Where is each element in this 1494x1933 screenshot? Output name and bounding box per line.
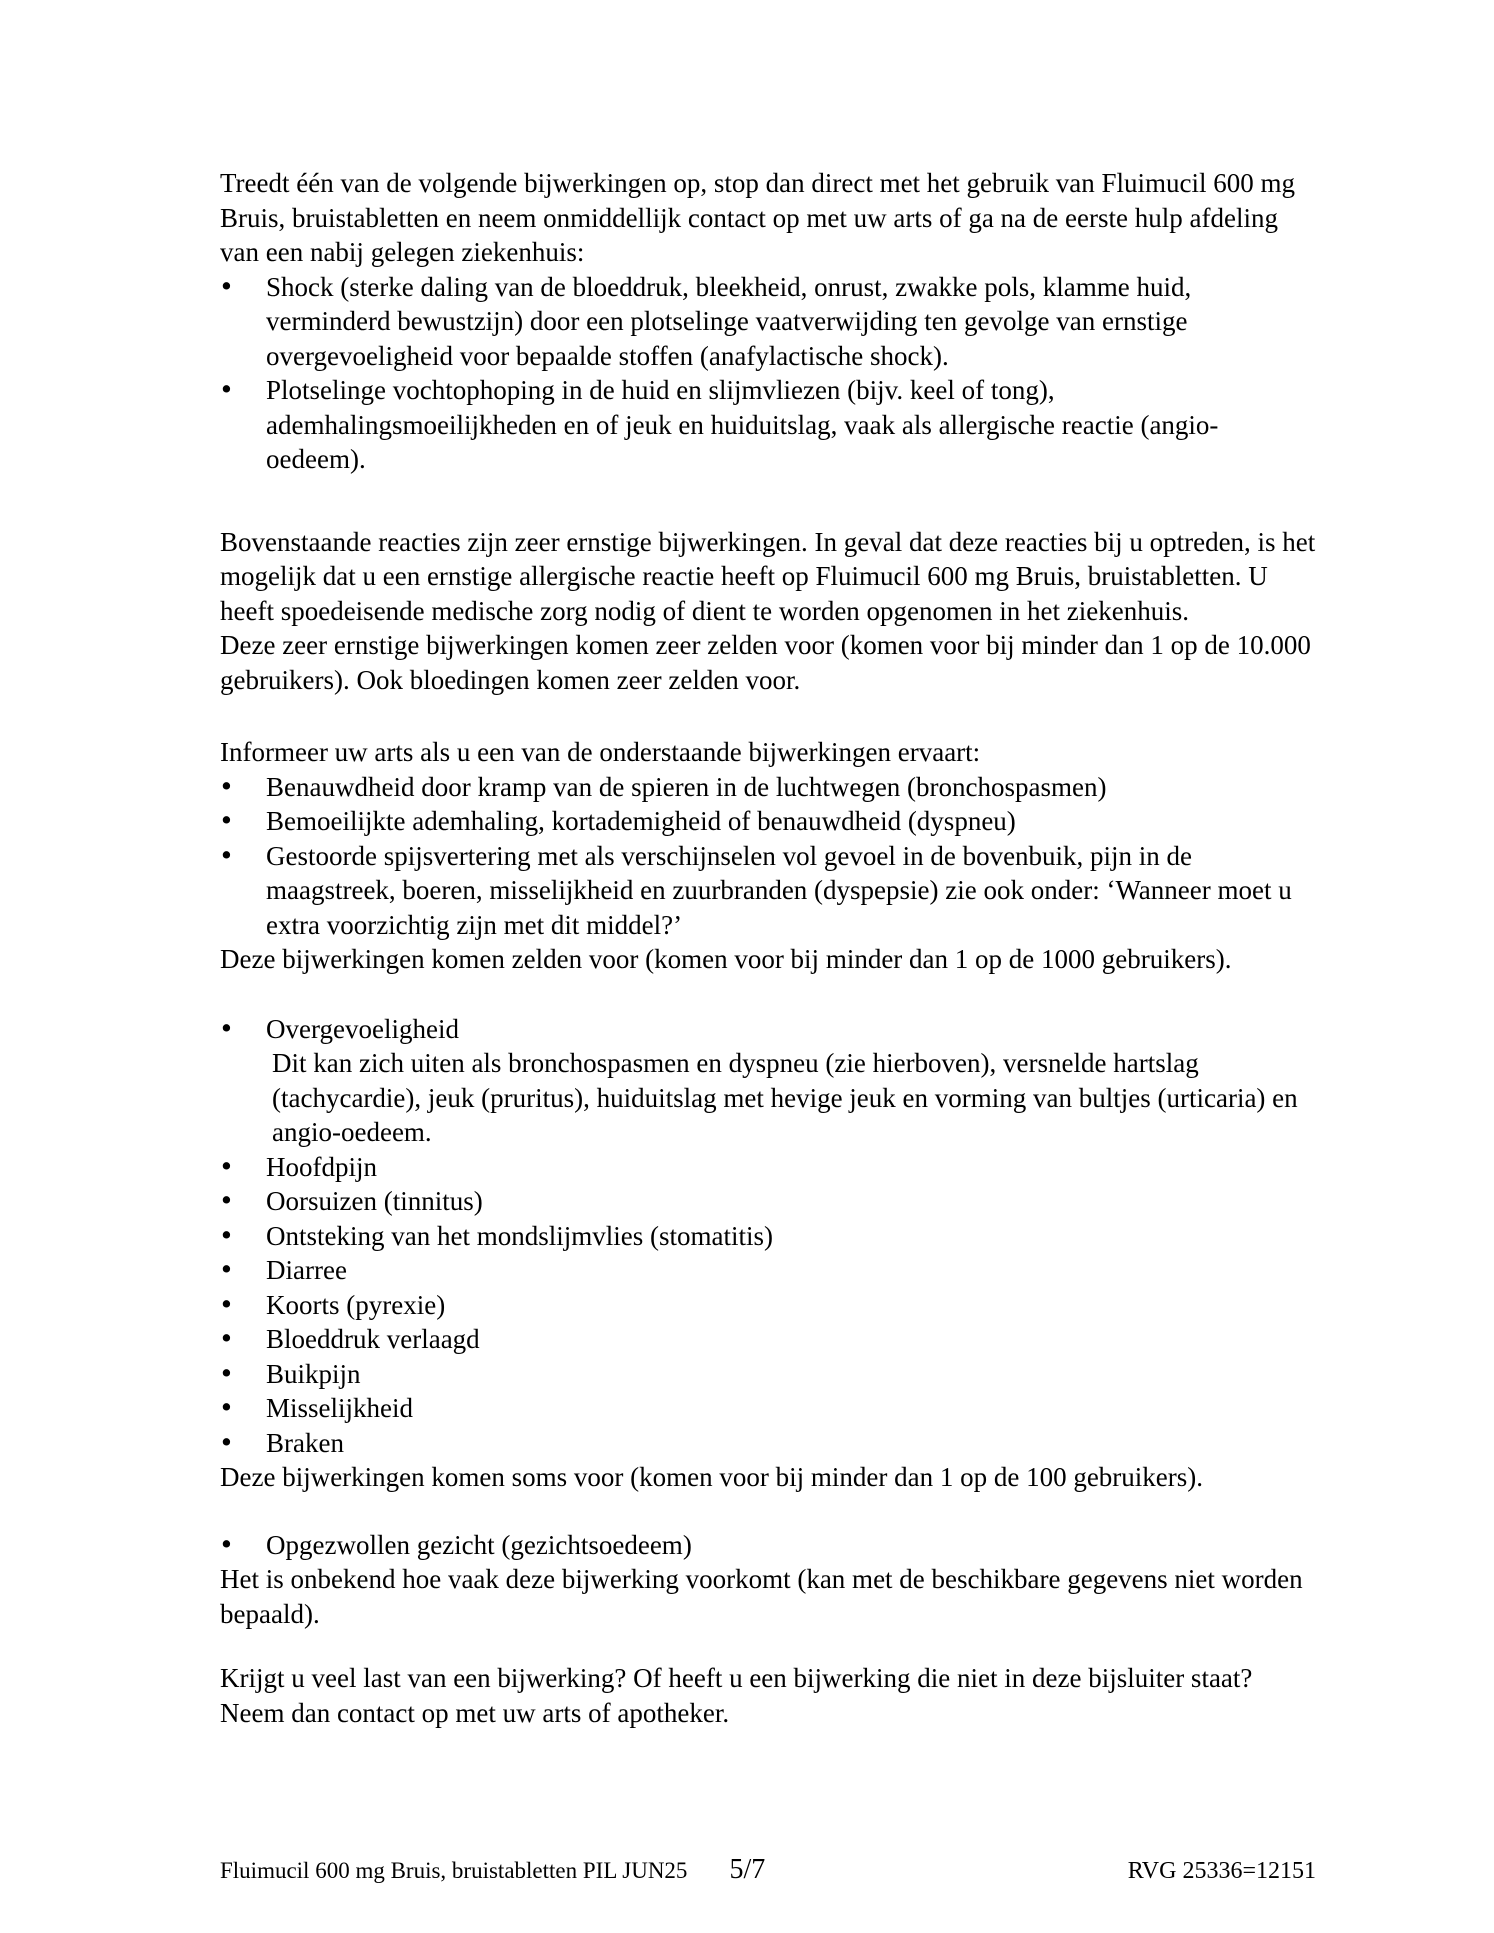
bullet-icon: •: [221, 802, 232, 837]
bullet-icon: •: [221, 1423, 232, 1459]
list-item: [220, 804, 1316, 839]
bullet-text: Ontsteking van het mondslijmvlies (stomatitis): [266, 1220, 773, 1251]
list-item: [220, 1391, 1316, 1426]
footer-page-number: 5/7: [729, 1854, 766, 1885]
list-item: [220, 767, 1316, 805]
list-item: [220, 1285, 1316, 1323]
inform-doctor-paragraph: Informeer uw arts als u een van de onderstaande bijwerkingen ervaart:: [220, 737, 981, 767]
uncommon-frequency-paragraph: Deze bijwerkingen komen soms voor (komen voor bij minder dan 1 op de 100 gebruikers).: [220, 1462, 1204, 1492]
bullet-detail: Dit kan zich uiten als bronchospasmen en dyspneu (zie hierboven), versnelde hartslag (tachycardie), jeuk (pruritus), huiduitslag met hevige jeuk en vorming van bultjes (urticaria) en angio-oedeem.: [272, 1048, 1298, 1147]
bullet-text: Oorsuizen (tinnitus): [266, 1186, 483, 1216]
bullet-text: Koorts (pyrexie): [266, 1289, 446, 1320]
list-item: [220, 1525, 1316, 1563]
bullet-text: Buikpijn: [266, 1358, 361, 1389]
bullet-text: Bemoeilijkte ademhaling, kortademigheid of benauwdheid (dyspneu): [266, 806, 1016, 836]
serious-side-effects-list: [220, 267, 1316, 477]
bullet-icon: •: [221, 1147, 232, 1183]
list-item: [220, 1253, 1316, 1288]
list-item: [220, 1009, 1316, 1150]
list-item: [220, 1423, 1316, 1461]
bullet-icon: •: [221, 1009, 232, 1045]
footer-reference-number: RVG 25336=12151: [1127, 1858, 1316, 1884]
bullet-icon: •: [221, 1389, 232, 1424]
bullet-text: Opgezwollen gezicht (gezichtsoedeem): [266, 1529, 692, 1560]
list-item: [220, 267, 1316, 374]
bullet-icon: •: [221, 267, 232, 303]
serious-frequency-paragraph: Deze zeer ernstige bijwerkingen komen zeer zelden voor (komen voor bij minder dan 1 op de 10.000 gebruikers). Ook bloedingen komen zeer zelden voor.: [220, 630, 1311, 695]
bullet-icon: •: [221, 1285, 232, 1321]
page-footer: [220, 1853, 1316, 1889]
rare-side-effects-list: [220, 767, 1316, 943]
bullet-icon: •: [221, 1320, 232, 1355]
list-item: [220, 1184, 1316, 1219]
bullet-icon: •: [221, 1251, 232, 1286]
bullet-icon: •: [221, 836, 232, 872]
list-item: [220, 373, 1316, 477]
bullet-text: Shock (sterke daling van de bloeddruk, bleekheid, onrust, zwakke pols, klamme huid, verminderd bewustzijn) door een plotselinge vaatverwijding ten gevolge van ernstige overgevoeligheid voor bepaalde stoffen (anafylactische shock).: [266, 271, 1192, 371]
bullet-icon: •: [221, 1354, 232, 1390]
leaflet-body: [220, 166, 1316, 1730]
bullet-text: Misselijkheid: [266, 1393, 413, 1423]
bullet-text: Gestoorde spijsvertering met als verschijnselen vol gevoel in de bovenbuik, pijn in de maagstreek, boeren, misselijkheid en zuurbranden (dyspepsie) zie ook onder: ‘Wanneer moet u extra voorzichtig zijn met dit middel?’: [266, 840, 1292, 940]
bullet-text: Overgevoeligheid: [266, 1013, 459, 1044]
unknown-frequency-paragraph: Het is onbekend hoe vaak deze bijwerking voorkomt (kan met de beschikbare gegevens niet worden bepaald).: [220, 1564, 1303, 1629]
rare-frequency-paragraph: Deze bijwerkingen komen zelden voor (komen voor bij minder dan 1 op de 1000 gebruikers).: [220, 944, 1232, 974]
bullet-icon: •: [221, 1182, 232, 1217]
list-item: [220, 1322, 1316, 1357]
list-item: [220, 836, 1316, 943]
bullet-text: Plotselinge vochtophoping in de huid en slijmvliezen (bijv. keel of tong), ademhalingsmoeilijkheden en of jeuk en huiduitslag, vaak als allergische reactie (angio-oedeem).: [266, 375, 1219, 474]
intro-paragraph: Treedt één van de volgende bijwerkingen op, stop dan direct met het gebruik van Fluimucil 600 mg Bruis, bruistabletten en neem onmiddellijk contact op met uw arts of ga na de eerste hulp afdeling van een nabij gelegen ziekenhuis:: [220, 168, 1296, 267]
bullet-icon: •: [221, 1216, 232, 1252]
bullet-text: Hoofdpijn: [266, 1151, 377, 1182]
footer-document-title: Fluimucil 600 mg Bruis, bruistabletten PIL JUN25: [220, 1858, 688, 1883]
uncommon-side-effects-list: [220, 1009, 1316, 1461]
bullet-icon: •: [221, 1525, 232, 1561]
bullet-text: Bloeddruk verlaagd: [266, 1324, 480, 1354]
closing-paragraph: Krijgt u veel last van een bijwerking? Of heeft u een bijwerking die niet in deze bijsluiter staat? Neem dan contact op met uw arts of apotheker.: [220, 1663, 1253, 1728]
bullet-text: Diarree: [266, 1255, 347, 1285]
list-item: [220, 1216, 1316, 1254]
serious-reactions-paragraph: Bovenstaande reacties zijn zeer ernstige bijwerkingen. In geval dat deze reacties bij u optreden, is het mogelijk dat u een ernstige allergische reactie heeft op Fluimucil 600 mg Bruis, bruistabletten. U heeft spoedeisende medische zorg nodig of dient te worden opgenomen in het ziekenhuis.: [220, 526, 1316, 626]
list-item: [220, 1354, 1316, 1392]
bullet-text: Braken: [266, 1427, 344, 1458]
bullet-text: Benauwdheid door kramp van de spieren in de luchtwegen (bronchospasmen): [266, 771, 1107, 802]
unknown-frequency-list: [220, 1525, 1316, 1563]
bullet-icon: •: [221, 371, 232, 406]
list-item: [220, 1147, 1316, 1185]
bullet-icon: •: [221, 767, 232, 803]
